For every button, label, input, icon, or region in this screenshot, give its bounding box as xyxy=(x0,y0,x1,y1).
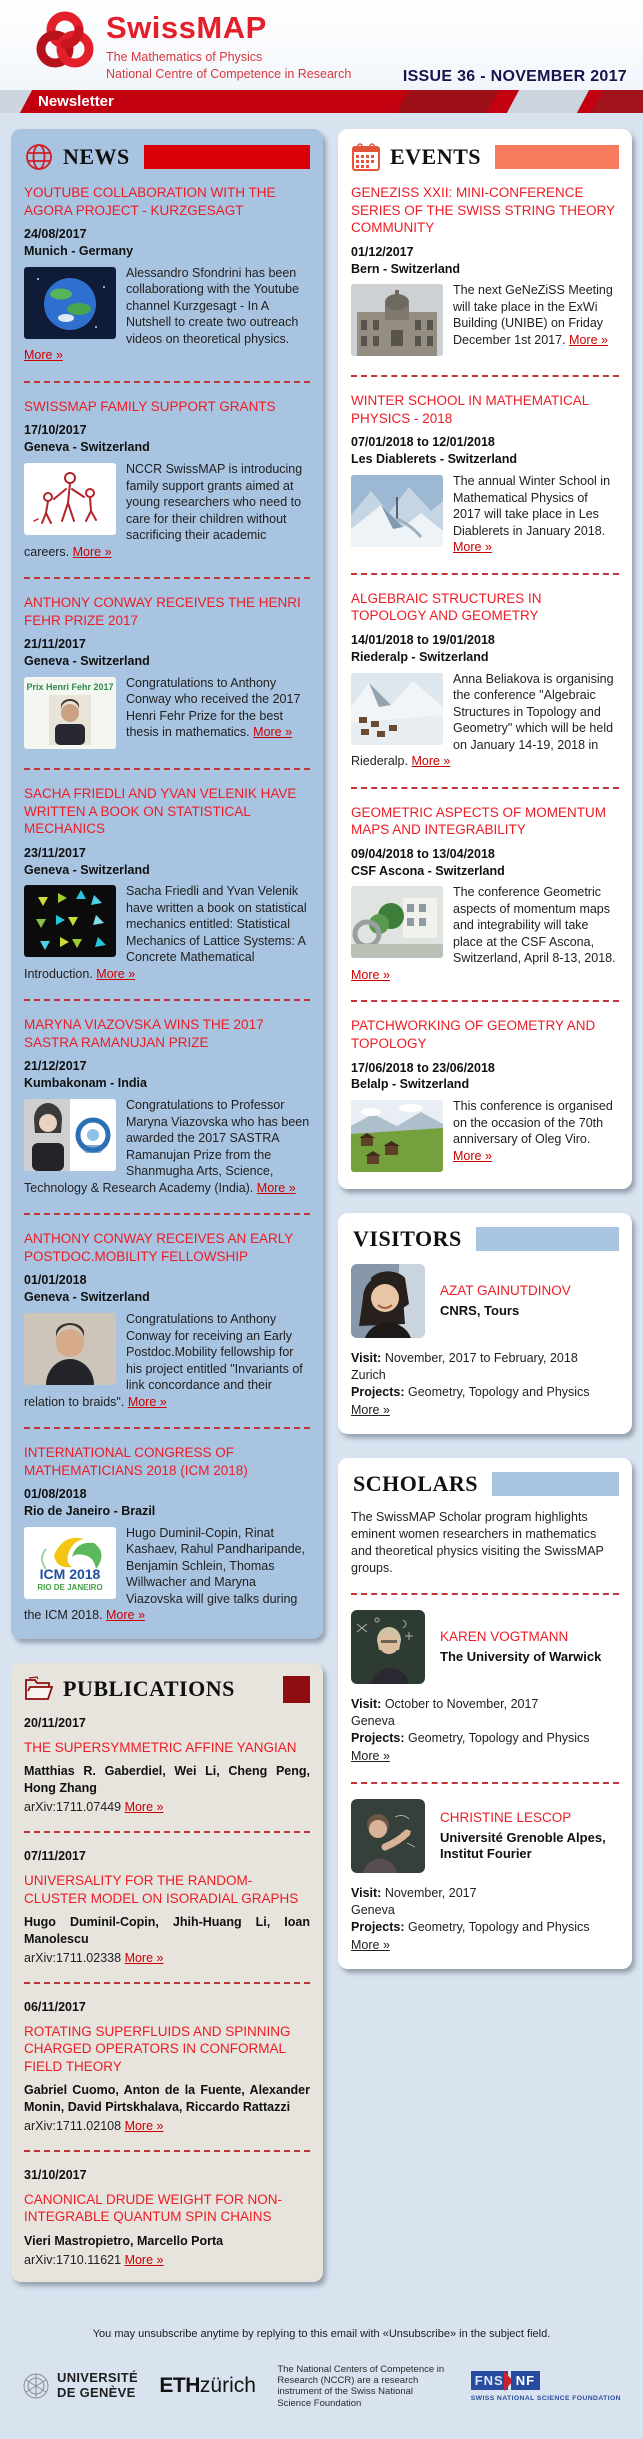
publication-arxiv xyxy=(24,2253,310,2267)
news-item-title[interactable]: YOUTUBE COLLABORATION WITH THE AGORA PROJECT - KURZGESAGT xyxy=(24,185,276,218)
dashed-divider xyxy=(24,2150,310,2152)
item-summary-text: Congratulations to Anthony Conway who received the 2017 Henri Fehr Prize for the best thesis in mathematics. xyxy=(126,675,301,740)
publication-date: 07/11/2017 xyxy=(24,1849,86,1864)
scholar-place: Geneva xyxy=(351,1714,395,1729)
dashed-divider xyxy=(24,381,310,383)
item-location: Les Diablerets - Switzerland xyxy=(351,452,518,467)
more-link[interactable]: More » xyxy=(253,725,293,740)
news-item xyxy=(24,594,310,751)
footer-logos xyxy=(0,2364,643,2439)
more-link[interactable]: More » xyxy=(351,967,390,982)
dashed-divider xyxy=(351,1593,619,1595)
publications-section-title: PUBLICATIONS xyxy=(63,1676,235,1702)
item-summary-text: Congratulations to Anthony Conway for receiving an Early Postdoc.Mobility fellowship for his project entitled "Invariants of link concordance and their relation to braids". xyxy=(24,1312,303,1409)
unige-logo xyxy=(22,2371,138,2401)
item-date: 01/08/2018 xyxy=(24,1487,87,1502)
banner-label: Newsletter xyxy=(38,93,114,110)
publication-title[interactable]: ROTATING SUPERFLUIDS AND SPINNING CHARGED OPERATORS IN CONFORMAL FIELD THEORY xyxy=(24,2023,291,2074)
item-date: 01/01/2018 xyxy=(24,1273,87,1288)
svg-text:Prix Henri Fehr 2017: Prix Henri Fehr 2017 xyxy=(26,681,114,692)
earth-cartoon-thumbnail xyxy=(24,267,116,339)
eth-bold: ETH xyxy=(159,2374,200,2398)
unsubscribe-note: You may unsubscribe anytime by replying to this email with «Unsubscribe» in the subject field. xyxy=(92,2327,551,2340)
publication-arxiv xyxy=(24,2119,310,2133)
more-link[interactable]: More » xyxy=(351,1749,390,1764)
newsletter-header xyxy=(0,0,643,90)
more-link[interactable]: More » xyxy=(124,2119,164,2134)
fns-caption: SWISS NATIONAL SCIENCE FOUNDATION xyxy=(470,2394,621,2402)
visit-label: Visit: xyxy=(351,1697,382,1712)
item-location: Belalp - Switzerland xyxy=(351,1077,470,1092)
publications-section xyxy=(11,1663,323,2282)
scholars-section xyxy=(338,1458,632,1969)
fnsnf-logo xyxy=(471,2371,621,2402)
item-summary-text: Hugo Duminil-Copin, Rinat Kashaev, Rahul Pandharipande, Benjamin Schlein, Thomas Willwacher and Maryna Viazovska will give talks during the ICM 2018. xyxy=(24,1525,306,1623)
more-link[interactable]: More » xyxy=(72,544,112,559)
dashed-divider xyxy=(24,1213,310,1215)
item-summary-text: Alessandro Sfondrini has been collaborationg with the Youtube channel Kurzgesagt - In A Nutshell to create two outreach videos on theoretical physics. xyxy=(126,265,300,346)
arxiv-id: arXiv:1711.07449 xyxy=(24,1800,122,1815)
item-date: 17/10/2017 xyxy=(24,423,87,438)
publications-accent-square xyxy=(283,1676,310,1703)
more-link[interactable]: More » xyxy=(124,1950,164,1965)
brand-title: SwissMAP xyxy=(106,10,267,45)
publication-date: 06/11/2017 xyxy=(24,1999,86,2014)
events-section-title: EVENTS xyxy=(390,144,482,169)
publication-authors: Hugo Duminil-Copin, Jhih-Huang Li, Ioan Manolescu xyxy=(24,1915,310,1946)
item-summary-text: Anna Beliakova is organising the conference "Algebraic Structures in Topology and Geometry" which will be held on January 14-19, 2018 in Riederalp. xyxy=(351,671,614,769)
event-item xyxy=(351,804,619,984)
visitor-name[interactable]: AZAT GAINUTDINOV xyxy=(440,1283,571,1299)
family-sketch-thumbnail xyxy=(24,463,116,535)
news-item xyxy=(24,1016,310,1196)
visit-label: Visit: xyxy=(351,1351,382,1366)
dashed-divider xyxy=(351,573,619,575)
visit-value: November, 2017 to February, 2018 xyxy=(384,1351,578,1366)
publication-title[interactable]: THE SUPERSYMMETRIC AFFINE YANGIAN xyxy=(24,1739,297,1755)
dashed-divider xyxy=(24,577,310,579)
news-item xyxy=(24,785,310,982)
scholar-name[interactable]: CHRISTINE LESCOP xyxy=(440,1809,572,1825)
publication-authors: Vieri Mastropietro, Marcello Porta xyxy=(24,2234,224,2249)
event-item-title[interactable]: PATCHWORKING OF GEOMETRY AND TOPOLOGY xyxy=(351,1018,596,1051)
more-link[interactable]: More » xyxy=(124,1800,164,1815)
publication-item xyxy=(24,2167,310,2267)
publication-date: 20/11/2017 xyxy=(24,1715,86,1730)
visitor-projects xyxy=(351,1384,619,1401)
more-link[interactable]: More » xyxy=(453,1148,492,1163)
news-section-title: NEWS xyxy=(63,144,130,169)
viazovska-portrait-thumbnail xyxy=(24,1099,116,1171)
news-item xyxy=(24,184,310,364)
item-location: Riederalp - Switzerland xyxy=(351,649,489,664)
svg-text:RIO DE JANEIRO: RIO DE JANEIRO xyxy=(37,1582,103,1592)
more-link[interactable]: More » xyxy=(453,540,492,555)
event-item-title[interactable]: GEOMETRIC ASPECTS OF MOMENTUM MAPS AND INTEGRABILITY xyxy=(351,804,607,838)
more-link[interactable]: More » xyxy=(351,1937,390,1952)
item-summary-text: Sacha Friedli and Yvan Velenik have written a book on statistical mechanics entitled: Statistical Mechanics of Lattice Systems: A Concrete Mathematical Introduction. xyxy=(24,884,307,981)
event-item-title[interactable]: GENEZISS XXII: MINI-CONFERENCE SERIES OF THE SWISS STRING THEORY COMMUNITY xyxy=(351,185,615,236)
visitor-visit xyxy=(351,1350,619,1367)
dashed-divider xyxy=(351,375,619,377)
item-date: 09/04/2018 to 13/04/2018 xyxy=(351,846,495,861)
publication-authors: Matthias R. Gaberdiel, Wei Li, Cheng Peng, Hong Zhang xyxy=(24,1764,310,1796)
conway-portrait-thumbnail xyxy=(24,1313,116,1385)
news-item xyxy=(24,1230,310,1410)
item-date: 14/01/2018 to 19/01/2018 xyxy=(351,632,495,647)
item-date: 23/11/2017 xyxy=(24,845,86,860)
projects-label: Projects: xyxy=(351,1385,405,1400)
more-link[interactable]: More » xyxy=(127,1394,167,1409)
item-date: 01/12/2017 xyxy=(351,244,414,259)
scholar-visit xyxy=(351,1696,619,1713)
item-date: 21/12/2017 xyxy=(24,1059,87,1074)
scholar-affiliation: The University of Warwick xyxy=(440,1649,602,1665)
scholar-place: Geneva xyxy=(351,1902,395,1917)
scholar-projects xyxy=(351,1919,619,1936)
scholar-name[interactable]: KAREN VOGTMANN xyxy=(440,1629,569,1645)
more-link[interactable]: More » xyxy=(569,332,608,347)
event-item xyxy=(351,1017,619,1174)
more-link[interactable]: More » xyxy=(96,966,136,981)
news-accent-bar xyxy=(144,145,310,169)
henri-fehr-prize-thumbnail xyxy=(24,677,116,749)
book-cover-thumbnail xyxy=(24,885,116,957)
event-item xyxy=(351,184,619,358)
more-link[interactable]: More » xyxy=(106,1608,145,1623)
item-summary-text: The annual Winter School in Mathematical Physics of 2017 will take place in Les Diablerets in January 2018. xyxy=(453,474,611,538)
brand-subtitle-2: National Centre of Competence in Research xyxy=(106,66,352,81)
news-item-title[interactable]: ANTHONY CONWAY RECEIVES THE HENRI FEHR PRIZE 2017 xyxy=(24,595,301,628)
item-summary-text: Congratulations to Professor Maryna Viazovska who has been awarded the 2017 SASTRA Ramanujan Prize from the Shanmugha Arts, Science, Technology & Research Academy (India). xyxy=(24,1098,310,1195)
item-summary-text: The next GeNeZiSS Meeting will take place in the ExWi Building (UNIBE) on Friday December 1st 2017. xyxy=(453,283,613,347)
visitors-accent-bar xyxy=(476,1227,619,1251)
calendar-icon xyxy=(351,142,381,172)
publication-date: 31/10/2017 xyxy=(24,2168,87,2183)
scholars-accent-bar xyxy=(492,1472,619,1496)
arxiv-id: arXiv:1711.02108 xyxy=(24,2119,122,2134)
eth-light: zürich xyxy=(199,2374,256,2398)
visitor-affiliation: CNRS, Tours xyxy=(440,1303,520,1319)
event-item-title[interactable]: WINTER SCHOOL IN MATHEMATICAL PHYSICS - 2018 xyxy=(351,393,589,426)
unige-line1: UNIVERSITÉ xyxy=(57,2370,139,2386)
projects-label: Projects: xyxy=(351,1731,405,1746)
fns-box-1: FNS xyxy=(471,2371,508,2390)
globe-icon xyxy=(24,142,54,172)
publication-arxiv xyxy=(24,1800,310,1814)
more-link[interactable]: More » xyxy=(124,2252,164,2267)
unige-crest-icon xyxy=(22,2372,50,2400)
publication-authors: Gabriel Cuomo, Anton de la Fuente, Alexander Monin, David Pirtskhalava, Riccardo Rattazzi xyxy=(24,2083,310,2115)
belalp-huts-thumbnail xyxy=(351,1100,443,1172)
news-item-title[interactable]: SWISSMAP FAMILY SUPPORT GRANTS xyxy=(24,398,276,414)
item-date: 24/08/2017 xyxy=(24,227,87,242)
dashed-divider xyxy=(24,1831,310,1833)
news-section xyxy=(11,129,323,1639)
csf-ascona-building-thumbnail xyxy=(351,886,443,958)
item-date: 17/06/2018 to 23/06/2018 xyxy=(351,1060,495,1075)
arxiv-id: arXiv:1711.02338 xyxy=(24,1950,122,1965)
scholar-photo xyxy=(351,1799,425,1873)
item-location: Geneva - Switzerland xyxy=(24,1290,150,1305)
item-location: Geneva - Switzerland xyxy=(24,440,150,455)
eth-logo xyxy=(159,2374,256,2398)
arxiv-id: arXiv:1710.11621 xyxy=(24,2252,122,2267)
event-item xyxy=(351,590,619,770)
fns-box-2: NF xyxy=(511,2371,540,2390)
scholar-projects xyxy=(351,1730,619,1747)
item-location: CSF Ascona - Switzerland xyxy=(351,863,505,878)
item-location: Munich - Germany xyxy=(24,243,134,258)
publication-title[interactable]: UNIVERSALITY FOR THE RANDOM-CLUSTER MODEL ON ISORADIAL GRAPHS xyxy=(24,1872,299,1906)
item-date: 07/01/2018 to 12/01/2018 xyxy=(351,435,495,450)
publication-item xyxy=(24,1715,310,1814)
bern-university-building-thumbnail xyxy=(351,284,443,356)
news-item-title[interactable]: INTERNATIONAL CONGRESS OF MATHEMATICIANS 2018 (ICM 2018) xyxy=(24,1445,248,1478)
visitor-place: Zurich xyxy=(351,1368,386,1383)
scholar-photo xyxy=(351,1610,425,1684)
item-summary-text: The conference Geometric aspects of momentum maps and integrability will take place at the CSF Ascona, Switzerland, April 8-13, 2018. xyxy=(453,885,616,966)
more-link[interactable]: More » xyxy=(411,754,451,769)
scholar-visit xyxy=(351,1885,619,1902)
newsletter-banner xyxy=(0,90,643,113)
events-section xyxy=(338,129,632,1189)
scholars-section-title: SCHOLARS xyxy=(353,1470,479,1496)
publication-title[interactable]: CANONICAL DRUDE WEIGHT FOR NON-INTEGRABLE QUANTUM SPIN CHAINS xyxy=(24,2191,283,2225)
projects-value: Geometry, Topology and Physics xyxy=(407,1385,590,1400)
visit-value: November, 2017 xyxy=(384,1886,477,1901)
event-item-title[interactable]: ALGEBRAIC STRUCTURES IN TOPOLOGY AND GEOMETRY xyxy=(351,590,542,624)
swissmap-logo-knot xyxy=(34,8,96,74)
dashed-divider xyxy=(24,1427,310,1429)
visitors-section xyxy=(338,1213,632,1434)
projects-value: Geometry, Topology and Physics xyxy=(407,1919,590,1934)
scholar-affiliation: Université Grenoble Alpes, Institut Fourier xyxy=(440,1829,606,1862)
dashed-divider xyxy=(24,999,310,1001)
visitor-photo xyxy=(351,1264,425,1338)
visit-value: October to November, 2017 xyxy=(384,1697,539,1712)
news-item-title[interactable]: SACHA FRIEDLI AND YVAN VELENIK HAVE WRITTEN A BOOK ON STATISTICAL MECHANICS xyxy=(24,785,297,837)
issue-label: ISSUE 36 - NOVEMBER 2017 xyxy=(402,68,627,85)
dashed-divider xyxy=(24,1982,310,1984)
item-location: Bern - Switzerland xyxy=(351,261,461,276)
publication-arxiv xyxy=(24,1951,310,1965)
icm-2018-logo-thumbnail xyxy=(24,1527,116,1599)
unige-line2: DE GENÈVE xyxy=(57,2385,136,2401)
brand-subtitle-1: The Mathematics of Physics xyxy=(106,50,263,64)
dashed-divider xyxy=(24,768,310,770)
folder-icon xyxy=(24,1676,54,1702)
visitors-section-title: VISITORS xyxy=(353,1226,462,1252)
projects-label: Projects: xyxy=(351,1919,405,1934)
more-link[interactable]: More » xyxy=(24,348,63,363)
item-location: Rio de Janeiro - Brazil xyxy=(24,1504,156,1519)
publication-item xyxy=(24,1848,310,1965)
more-link[interactable]: More » xyxy=(351,1402,390,1417)
scholars-intro: The SwissMAP Scholar program highlights eminent women researchers in mathematics and theoretical physics visiting the SwissMAP groups. xyxy=(351,1509,604,1575)
item-location: Kumbakonam - India xyxy=(24,1076,147,1091)
dashed-divider xyxy=(351,787,619,789)
svg-text:ICM 2018: ICM 2018 xyxy=(39,1565,101,1582)
visit-label: Visit: xyxy=(351,1886,382,1901)
nccr-text: The National Centers of Competence in Research (NCCR) are a research instrument of the Swiss National Science Foundation xyxy=(277,2363,445,2409)
dashed-divider xyxy=(351,1000,619,1002)
more-link[interactable]: More » xyxy=(256,1180,296,1195)
item-summary-text: NCCR SwissMAP is introducing family support grants aimed at young researchers who need to care for their children without sacrificing their academic careers. xyxy=(24,462,303,559)
news-item xyxy=(24,1444,310,1624)
event-item xyxy=(351,392,619,555)
dashed-divider xyxy=(351,1782,619,1784)
news-item xyxy=(24,398,310,560)
item-summary-text: This conference is organised on the occasion of the 70th anniversary of Oleg Viro. xyxy=(453,1099,613,1147)
riederalp-village-thumbnail xyxy=(351,673,443,745)
item-date: 21/11/2017 xyxy=(24,637,86,652)
winter-mountains-thumbnail xyxy=(351,475,443,547)
item-location: Geneva - Switzerland xyxy=(24,654,150,669)
news-item-title[interactable]: MARYNA VIAZOVSKA WINS THE 2017 SASTRA RAMANUJAN PRIZE xyxy=(24,1017,264,1050)
events-accent-bar xyxy=(495,145,619,169)
publication-item xyxy=(24,1999,310,2133)
projects-value: Geometry, Topology and Physics xyxy=(407,1731,590,1746)
news-item-title[interactable]: ANTHONY CONWAY RECEIVES AN EARLY POSTDOC.MOBILITY FELLOWSHIP xyxy=(24,1231,294,1264)
item-location: Geneva - Switzerland xyxy=(24,862,150,877)
